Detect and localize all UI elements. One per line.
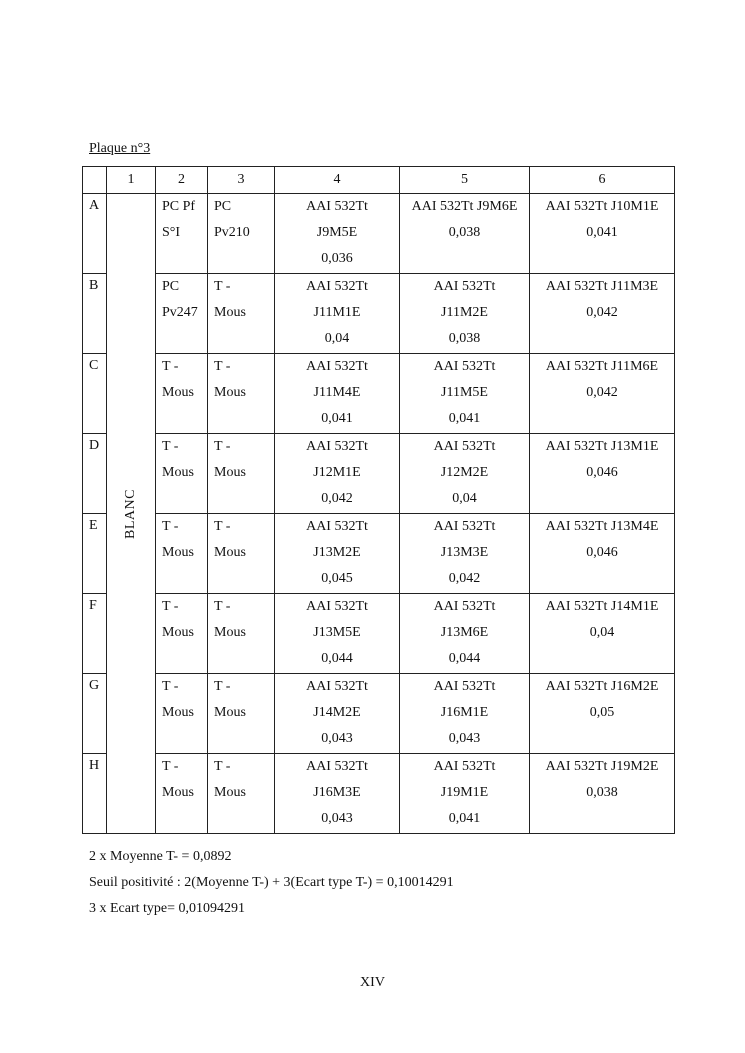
table-cell <box>156 274 208 354</box>
cell-line: J11M1E <box>313 305 361 320</box>
blanc-label: BLANC <box>123 488 138 539</box>
table-cell <box>208 674 275 754</box>
blanc-cell <box>107 194 156 834</box>
row-label: F <box>83 594 107 674</box>
cell-line: S°I <box>162 225 181 240</box>
table-cell <box>275 434 400 514</box>
table-cell <box>275 194 400 274</box>
cell-line: 0,042 <box>586 385 618 400</box>
cell-line: J12M2E <box>440 465 489 480</box>
table-row <box>83 274 675 354</box>
cell-line: 0,038 <box>448 331 481 346</box>
cell-line: J13M6E <box>440 625 489 640</box>
table-cell <box>208 194 275 274</box>
row-label: D <box>83 434 107 514</box>
table-cell <box>400 194 530 274</box>
row-label: B <box>83 274 107 354</box>
cell-line: T - <box>214 599 231 614</box>
cell-line: AAI 532Tt J14M1E <box>545 599 659 614</box>
table-cell <box>275 674 400 754</box>
note-line: Seuil positivité : 2(Moyenne T-) + 3(Ecart type T-) = 0,10014291 <box>89 875 454 890</box>
cell-line: AAI 532Tt J9M6E <box>411 199 518 214</box>
cell-line: T - <box>162 439 179 454</box>
cell-line: J9M5E <box>316 225 358 240</box>
table-cell <box>275 754 400 834</box>
table-row <box>83 594 675 674</box>
cell-line: 0,041 <box>586 225 618 240</box>
cell-line: AAI 532Tt J19M2E <box>545 759 659 774</box>
cell-line: AAI 532Tt J16M2E <box>545 679 659 694</box>
cell-line: Mous <box>214 465 246 480</box>
cell-line: J19M1E <box>440 785 489 800</box>
cell-line: Mous <box>214 625 246 640</box>
table-cell <box>156 514 208 594</box>
row-label: E <box>83 514 107 594</box>
cell-line: 0,044 <box>448 651 481 666</box>
column-header <box>83 167 107 194</box>
cell-line: Mous <box>162 385 194 400</box>
cell-line: PC <box>214 199 232 214</box>
row-label: A <box>83 194 107 274</box>
cell-line: Mous <box>214 545 246 560</box>
cell-line: J13M2E <box>313 545 361 560</box>
cell-line: T - <box>214 679 231 694</box>
cell-line: PC Pf <box>162 199 196 214</box>
cell-line: AAI 532Tt <box>306 759 368 774</box>
table-cell <box>156 594 208 674</box>
cell-line: T - <box>162 359 179 374</box>
table-cell <box>208 354 275 434</box>
row-label: H <box>83 754 107 834</box>
table-cell <box>275 514 400 594</box>
cell-line: AAI 532Tt <box>306 599 368 614</box>
cell-line: AAI 532Tt <box>433 519 496 534</box>
table-cell <box>208 754 275 834</box>
cell-line: Mous <box>162 545 194 560</box>
cell-line: T - <box>162 519 179 534</box>
cell-line: 0,043 <box>448 731 481 746</box>
table-cell <box>530 274 675 354</box>
cell-line: T - <box>214 759 231 774</box>
cell-line: Mous <box>214 705 246 720</box>
cell-line: 0,04 <box>324 331 350 346</box>
cell-line: AAI 532Tt <box>433 759 496 774</box>
table-cell <box>530 674 675 754</box>
column-header: 6 <box>530 167 675 194</box>
cell-line: AAI 532Tt <box>306 439 368 454</box>
note-line: 2 x Moyenne T- = 0,0892 <box>89 849 232 864</box>
table-cell <box>400 354 530 434</box>
cell-line: 0,04 <box>452 491 477 506</box>
notes <box>89 844 454 922</box>
table-row <box>83 354 675 434</box>
cell-line: J14M2E <box>313 705 361 720</box>
cell-line: J16M1E <box>440 705 489 720</box>
cell-line: T - <box>162 679 179 694</box>
cell-line: 0,043 <box>321 731 353 746</box>
table-cell <box>156 354 208 434</box>
cell-line: J11M4E <box>313 385 361 400</box>
cell-line: AAI 532Tt <box>433 679 496 694</box>
cell-line: Mous <box>162 785 194 800</box>
cell-line: AAI 532Tt J13M1E <box>545 439 659 454</box>
table-cell <box>156 674 208 754</box>
cell-line: 0,043 <box>321 811 353 826</box>
cell-line: 0,036 <box>321 251 353 266</box>
cell-line: 0,046 <box>586 465 618 480</box>
cell-line: Mous <box>214 385 246 400</box>
cell-line: Pv247 <box>162 305 198 320</box>
cell-line: 0,046 <box>586 545 618 560</box>
column-header: 3 <box>208 167 275 194</box>
cell-line: 0,04 <box>589 625 615 640</box>
cell-line: AAI 532Tt <box>306 279 368 294</box>
cell-line: 0,041 <box>448 411 481 426</box>
cell-line: AAI 532Tt <box>306 519 368 534</box>
plate-table <box>82 166 675 834</box>
header-row <box>83 167 675 194</box>
column-header: 4 <box>275 167 400 194</box>
cell-line: AAI 532Tt <box>306 199 368 214</box>
row-label: G <box>83 674 107 754</box>
plate-title: Plaque n°3 <box>89 141 151 156</box>
table-cell <box>530 434 675 514</box>
cell-line: T - <box>162 599 179 614</box>
cell-line: 0,045 <box>321 571 353 586</box>
table-cell <box>208 434 275 514</box>
row-label: C <box>83 354 107 434</box>
table-cell <box>156 434 208 514</box>
cell-line: 0,038 <box>448 225 481 240</box>
cell-line: Mous <box>162 705 194 720</box>
cell-line: AAI 532Tt J11M3E <box>545 279 659 294</box>
cell-line: Mous <box>162 465 194 480</box>
cell-line: AAI 532Tt <box>433 439 496 454</box>
cell-line: AAI 532Tt <box>306 359 368 374</box>
cell-line: AAI 532Tt J10M1E <box>545 199 659 214</box>
column-header: 1 <box>107 167 156 194</box>
table-cell <box>530 514 675 594</box>
table-row <box>83 434 675 514</box>
cell-line: AAI 532Tt J11M6E <box>545 359 659 374</box>
cell-line: Pv210 <box>214 225 250 240</box>
table-row <box>83 194 675 274</box>
table-cell <box>275 354 400 434</box>
cell-line: Mous <box>214 305 246 320</box>
table-cell <box>530 754 675 834</box>
table-cell <box>156 754 208 834</box>
note-line: 3 x Ecart type= 0,01094291 <box>89 901 246 916</box>
cell-line: 0,042 <box>321 491 353 506</box>
table-cell <box>208 274 275 354</box>
cell-line: T - <box>214 439 231 454</box>
cell-line: J13M3E <box>440 545 489 560</box>
column-header: 5 <box>400 167 530 194</box>
cell-line: Mous <box>162 625 194 640</box>
page-number: XIV <box>360 975 385 990</box>
table-cell <box>208 594 275 674</box>
cell-line: T - <box>214 359 231 374</box>
table-cell <box>275 274 400 354</box>
cell-line: J16M3E <box>313 785 361 800</box>
cell-line: AAI 532Tt <box>306 679 368 694</box>
cell-line: J12M1E <box>313 465 361 480</box>
cell-line: T - <box>162 759 179 774</box>
cell-line: 0,038 <box>586 785 618 800</box>
table-row <box>83 674 675 754</box>
table-cell <box>530 194 675 274</box>
cell-line: T - <box>214 519 231 534</box>
table-cell <box>400 514 530 594</box>
table-cell <box>156 194 208 274</box>
table-cell <box>400 754 530 834</box>
cell-line: AAI 532Tt <box>433 599 496 614</box>
table-cell <box>400 274 530 354</box>
table-cell <box>275 594 400 674</box>
column-header: 2 <box>156 167 208 194</box>
cell-line: 0,042 <box>448 571 481 586</box>
cell-line: 0,042 <box>586 305 618 320</box>
table-row <box>83 514 675 594</box>
cell-line: AAI 532Tt J13M4E <box>545 519 659 534</box>
cell-line: AAI 532Tt <box>433 359 496 374</box>
cell-line: 0,05 <box>589 705 615 720</box>
table-cell <box>208 514 275 594</box>
cell-line: 0,041 <box>321 411 353 426</box>
cell-line: AAI 532Tt <box>433 279 496 294</box>
cell-line: PC <box>162 279 180 294</box>
table-cell <box>400 674 530 754</box>
cell-line: J11M5E <box>441 385 488 400</box>
cell-line: 0,044 <box>321 651 353 666</box>
table-row <box>83 754 675 834</box>
cell-line: 0,041 <box>448 811 481 826</box>
table-cell <box>530 594 675 674</box>
cell-line: J13M5E <box>313 625 361 640</box>
cell-line: J11M2E <box>441 305 488 320</box>
table-cell <box>530 354 675 434</box>
cell-line: T - <box>214 279 231 294</box>
cell-line: Mous <box>214 785 246 800</box>
table-cell <box>400 594 530 674</box>
table-cell <box>400 434 530 514</box>
